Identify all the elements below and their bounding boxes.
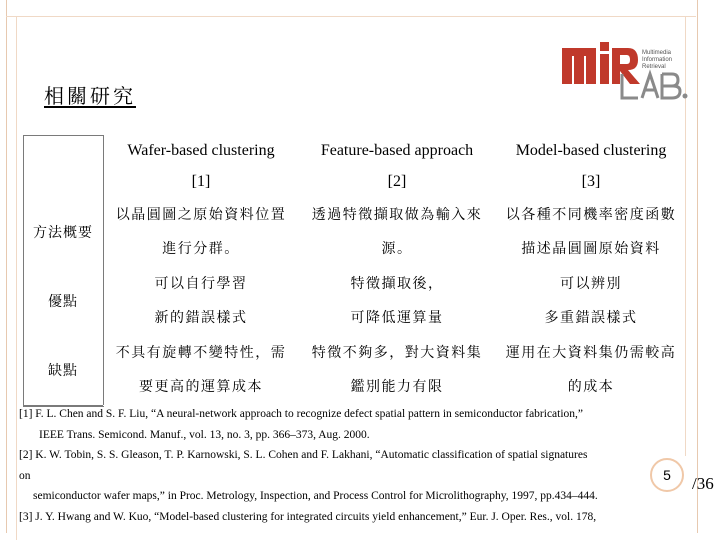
header-wafer-based: Wafer-based clustering — [127, 142, 275, 159]
cell-line: 要更高的運算成本 — [139, 379, 263, 396]
cell-cons-feature — [299, 336, 495, 405]
references — [19, 404, 634, 527]
logo-tagline-1: Multimedia — [642, 50, 672, 56]
comparison-table — [23, 135, 687, 405]
frame-line-top — [6, 16, 696, 17]
header-model-based: Model-based clustering — [515, 142, 667, 159]
cell-line: 特徵不夠多，對大資料集 — [311, 345, 483, 362]
page-total: /36 — [692, 474, 714, 493]
cell-line: 透過特徵擷取做為輸入來 — [311, 206, 483, 223]
row-label-cons: 缺點 — [48, 363, 78, 380]
cell-line: 源。 — [381, 240, 413, 257]
cell-line: 多重錯誤樣式 — [544, 309, 638, 326]
cell-line: 以各種不同機率密度函數 — [505, 206, 677, 223]
reference-line: [1] F. L. Chen and S. F. Liu, “A neural-network approach to recognize defect spatial pattern in semiconductor fabrication,” — [19, 408, 584, 420]
cell-line: 描述晶圓圖原始資料 — [521, 240, 661, 257]
ref-2: [2] — [387, 173, 407, 190]
cell-line: 不具有旋轉不變特性，需 — [115, 345, 287, 362]
cell-overview-feature — [299, 197, 495, 266]
cell-cons-model — [495, 336, 687, 405]
cell-line: 鑑別能力有限 — [350, 379, 444, 396]
cell-line: 進行分群。 — [162, 240, 240, 257]
cell-pros-feature — [299, 266, 495, 335]
reference-line: IEEE Trans. Semicond. Manuf., vol. 13, no. 3, pp. 366–373, Aug. 2000. — [39, 428, 370, 441]
cell-overview-model — [495, 197, 687, 266]
logo-tagline-2: Information — [642, 57, 673, 63]
cell-line: 可以自行學習 — [154, 275, 248, 292]
cell-pros-model — [495, 266, 687, 335]
slide-title: 相關研究 — [44, 84, 136, 108]
reference-line: on — [19, 469, 31, 482]
cell-line: 特徵擷取後， — [350, 275, 444, 292]
reference-line: semiconductor wafer maps,” in Proc. Metrology, Inspection, and Process Control for Microlithography, 1997, pp.434–444. — [33, 490, 598, 502]
reference-line: [2] K. W. Tobin, S. S. Gleason, T. P. Karnowski, S. L. Cohen and F. Lakhani, “Automatic classification of spatial signatures — [19, 449, 588, 461]
cell-line: 可以辨別 — [560, 275, 622, 292]
logo-tagline-3: Retrieval — [642, 64, 666, 70]
cell-line: 運用在大資料集仍需較高 — [505, 345, 677, 362]
table-row-cons — [23, 336, 687, 405]
cell-pros-wafer — [103, 266, 299, 335]
table-row-pros — [23, 266, 687, 335]
cell-line: 的成本 — [567, 379, 615, 396]
row-label-pros: 優點 — [48, 293, 78, 310]
row-label-overview: 方法概要 — [33, 224, 93, 241]
cell-line: 新的錯誤樣式 — [154, 309, 248, 326]
ref-3: [3] — [581, 173, 601, 190]
frame-line-left — [16, 16, 17, 540]
cell-line: 以晶圓圖之原始資料位置 — [115, 206, 287, 223]
header-feature-based: Feature-based approach — [320, 142, 474, 159]
cell-cons-wafer — [103, 336, 299, 405]
table-row-overview — [23, 197, 687, 266]
mirlab-logo — [560, 40, 690, 102]
cell-line: 可降低運算量 — [350, 309, 444, 326]
logo-mark — [562, 42, 688, 99]
table-header-row — [23, 135, 687, 167]
page-number: 5 — [650, 458, 684, 492]
table-ref-row — [23, 167, 687, 197]
reference-line: [3] J. Y. Hwang and W. Kuo, “Model-based clustering for integrated circuits yield enhancement,” Eur. J. Oper. Res., vol. 178, — [19, 510, 597, 523]
ref-1: [1] — [191, 173, 211, 190]
cell-overview-wafer — [103, 197, 299, 266]
